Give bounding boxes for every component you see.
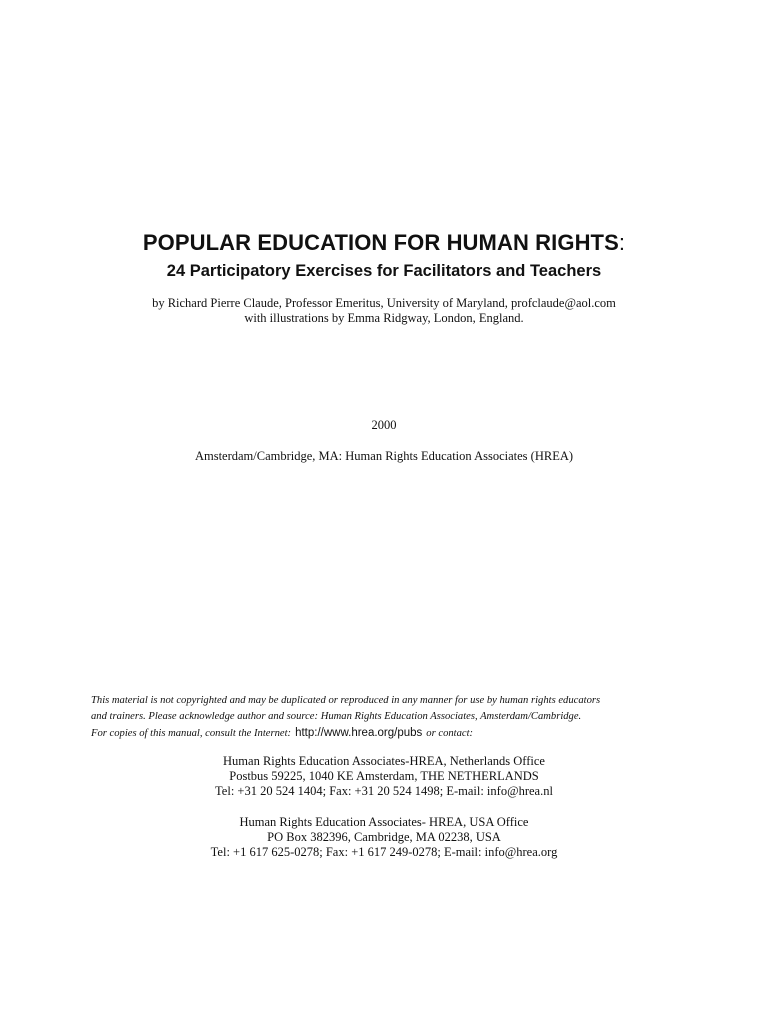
notice-line-1: This material is not copyrighted and may be duplicated or reproduced in any manner for use by human rights educators: [91, 695, 601, 706]
notice-line-3-suffix: or contact:: [426, 728, 474, 739]
netherlands-office-address: [0, 754, 768, 799]
nl-office-contact: Tel: +31 20 524 1404; Fax: +31 20 524 1498; E-mail: info@hrea.nl: [215, 784, 553, 798]
nl-office-name: Human Rights Education Associates-HREA, Netherlands Office: [223, 754, 545, 768]
document-subtitle: 24 Participatory Exercises for Facilitators and Teachers: [166, 262, 602, 280]
document-title: [0, 229, 768, 257]
notice-line-3-prefix: For copies of this manual, consult the Internet:: [91, 728, 292, 739]
title-colon: :: [618, 230, 626, 255]
pubs-url-link[interactable]: http://www.hrea.org/pubs: [295, 727, 423, 739]
publication-year: 2000: [371, 418, 397, 432]
byline: [0, 296, 768, 326]
notice-line-2: and trainers. Please acknowledge author and source: Human Rights Education Associates, Amsterdam/Cambridge.: [91, 711, 582, 722]
us-office-postal: PO Box 382396, Cambridge, MA 02238, USA: [267, 830, 501, 844]
notice-line-3: [91, 725, 691, 742]
publisher-line: Amsterdam/Cambridge, MA: Human Rights Education Associates (HREA): [194, 449, 574, 463]
copyright-notice: [91, 693, 691, 742]
us-office-name: Human Rights Education Associates- HREA, USA Office: [239, 815, 529, 829]
nl-office-postal: Postbus 59225, 1040 KE Amsterdam, THE NETHERLANDS: [229, 769, 539, 783]
us-office-contact: Tel: +1 617 625-0278; Fax: +1 617 249-0278; E-mail: info@hrea.org: [210, 845, 558, 859]
title-text: POPULAR EDUCATION FOR HUMAN RIGHTS: [142, 230, 619, 255]
illustrator-line: with illustrations by Emma Ridgway, London, England.: [244, 311, 524, 325]
author-line: by Richard Pierre Claude, Professor Emeritus, University of Maryland, profclaude@aol.com: [152, 296, 616, 310]
usa-office-address: [0, 815, 768, 860]
